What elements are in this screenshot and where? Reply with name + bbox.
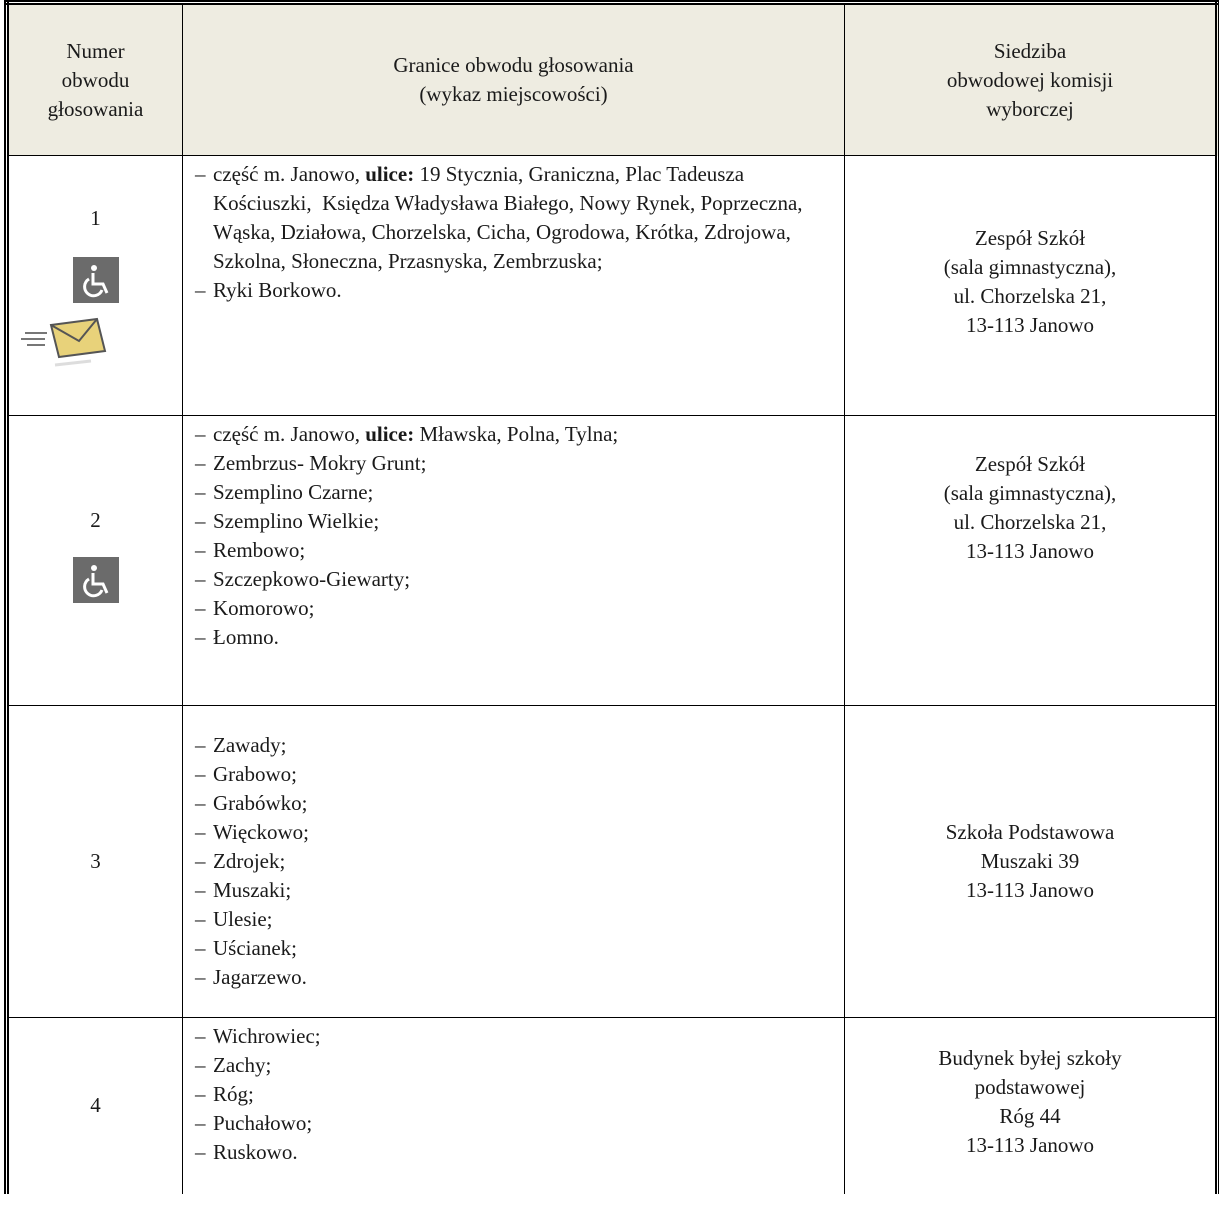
district-number: 3: [90, 849, 101, 873]
header-site: Siedziba obwodowej komisji wyborczej: [845, 3, 1218, 156]
list-item: – Szemplino Czarne;: [191, 478, 844, 507]
list-item: – Zdrojek;: [191, 847, 844, 876]
list-item: – Grabówko;: [191, 789, 844, 818]
list-item: – Grabowo;: [191, 760, 844, 789]
mail-icon: [21, 317, 131, 380]
places-list: [183, 160, 844, 305]
list-item: – Ulesie;: [191, 905, 844, 934]
wheelchair-icon: [73, 257, 119, 303]
district-number-cell: [7, 416, 183, 706]
list-item: – Puchałowo;: [191, 1109, 844, 1138]
list-item: – Komorowo;: [191, 594, 844, 623]
district-places-cell: [183, 416, 845, 706]
list-item: – Jagarzewo.: [191, 963, 844, 992]
list-item: – Zembrzus- Mokry Grunt;: [191, 449, 844, 478]
table-row: [7, 416, 1218, 706]
table-row: [7, 706, 1218, 1018]
list-item: – Muszaki;: [191, 876, 844, 905]
district-places-cell: [183, 156, 845, 416]
district-places-cell: [183, 1018, 845, 1194]
places-list: [183, 1022, 844, 1167]
site-cell: Budynek byłej szkoły podstawowej Róg 44 13-113 Janowo: [845, 1018, 1218, 1194]
list-item: [191, 160, 844, 276]
site-cell: Zespół Szkół (sala gimnastyczna), ul. Chorzelska 21, 13-113 Janowo: [845, 156, 1218, 416]
site-cell: Zespół Szkół (sala gimnastyczna), ul. Chorzelska 21, 13-113 Janowo: [845, 416, 1218, 706]
list-item: – Zachy;: [191, 1051, 844, 1080]
list-item: – Zawady;: [191, 731, 844, 760]
streets-label: ulice:: [365, 162, 415, 186]
list-item: – Łomno.: [191, 623, 844, 652]
wheelchair-icon: [73, 557, 119, 603]
places-list: [183, 420, 844, 652]
list-item: – Ryki Borkowo.: [191, 276, 844, 305]
list-item: – Ruskowo.: [191, 1138, 844, 1167]
district-places-cell: [183, 706, 845, 1018]
district-number-cell: [7, 1018, 183, 1194]
list-item: – Wichrowiec;: [191, 1022, 844, 1051]
voting-districts-table: [4, 0, 1219, 1194]
list-item: – Szemplino Wielkie;: [191, 507, 844, 536]
list-item: – Więckowo;: [191, 818, 844, 847]
list-item: – Róg;: [191, 1080, 844, 1109]
site-cell: Szkoła Podstawowa Muszaki 39 13-113 Janowo: [845, 706, 1218, 1018]
district-number: 4: [90, 1093, 101, 1118]
table-row: [7, 1018, 1218, 1194]
list-item: – Rembowo;: [191, 536, 844, 565]
table-row: [7, 156, 1218, 416]
place-text: część m. Janowo, ulice: 19 Stycznia, Graniczna, Plac Tadeusza Kościuszki, Księdza Władysława Białego, Nowy Rynek, Poprzeczna, Wąska, Działowa, Chorzelska, Cicha, Ogrodowa, Krótka, Zdrojowa, Szkolna, Słoneczna, Przasnyska, Zembrzuska;: [213, 162, 803, 273]
district-number: 2: [90, 508, 101, 532]
streets-label: ulice:: [365, 422, 415, 446]
places-list: [183, 731, 844, 992]
list-item: – Szczepkowo-Giewarty;: [191, 565, 844, 594]
header-number: Numer obwodu głosowania: [7, 3, 183, 156]
table-header-row: [7, 3, 1218, 156]
district-number-cell: [7, 156, 183, 416]
district-number-cell: [7, 706, 183, 1018]
list-item: – część m. Janowo, ulice: Mławska, Polna, Tylna;: [191, 420, 844, 449]
list-item: – Uścianek;: [191, 934, 844, 963]
district-number: 1: [90, 206, 101, 230]
header-borders: Granice obwodu głosowania (wykaz miejscowości): [183, 3, 845, 156]
